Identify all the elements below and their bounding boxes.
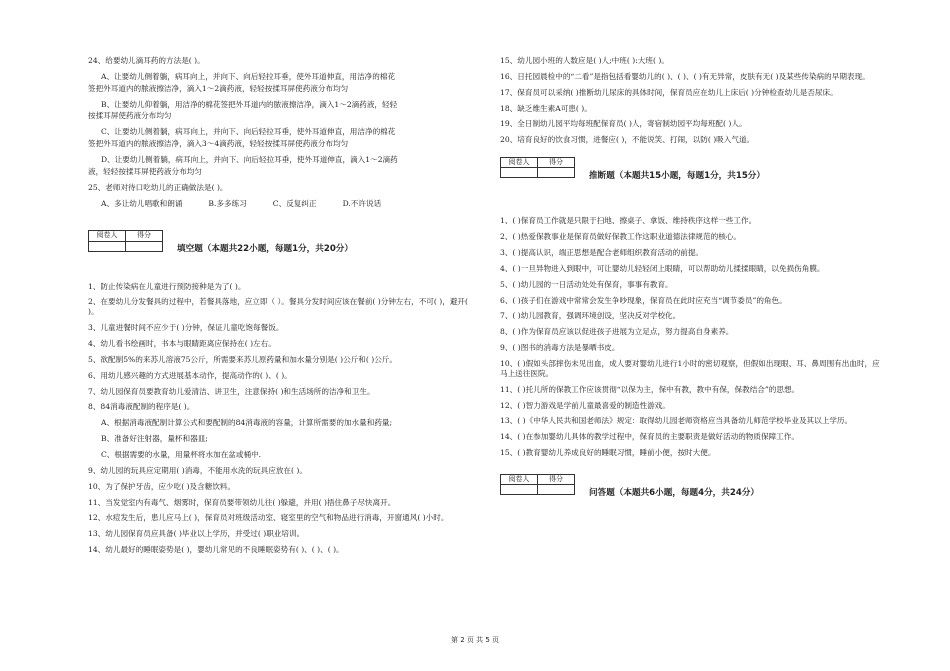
judge-item-4: 4、( )一旦异物进入到眼中，可让婴幼儿轻轻闭上眼睛，可以帮助幼儿揉揉眼睛，以免损伤角膜。 <box>500 263 825 273</box>
grader-label: 阅卷人 <box>89 231 126 241</box>
q24-option-c-line1: C、让要幼儿侧着躺，病耳向上，并向下、向后轻拉耳垂，使外耳道伸直，用洁净的棉花 <box>101 127 396 137</box>
q25-option-b: B.多多练习 <box>208 198 247 208</box>
judge-item-1: 1、( )保育员工作就是只限于扫地、擦桌子、拿饭、维持秩序这样一些工作。 <box>500 216 757 226</box>
fill-item-11: 11、当发觉室内有毒气、烟雾时，保育员要带领幼儿往( )躲避，并用( )捂住鼻子尽快离开。 <box>88 497 396 507</box>
fill-item-4: 4、幼儿看书绘画时，书本与眼睛距离应保持在( )左右。 <box>88 338 276 348</box>
fill-item-8-b: B、准备好注射器，量杯和器皿; <box>101 434 208 444</box>
fill-item-15: 15、幼儿园小班的人数应是( )人;中班( ):大班( )。 <box>500 56 669 65</box>
q25-stem: 25、老师对待口吃幼儿的正确做法是( )。 <box>88 182 228 192</box>
score-cell <box>538 485 575 495</box>
judge-item-9: 9、( )图书的消毒方法是暴晒书皮。 <box>500 343 620 353</box>
judge-item-13: 13、( )《中华人民共和国老师法》规定：取得幼儿园老师资格应当具备幼儿师范学校毕业及其以上学历。 <box>500 416 853 426</box>
fill-item-13: 13、幼儿园保育员应具备( )毕业以上学历，并受过( )职业培训。 <box>88 529 305 539</box>
q24-option-b-line2: 按揉耳屏使药液分布均匀 <box>88 111 172 121</box>
judge-item-3: 3、( )提高认识，端正思想是配合老师组织教育活动的前提。 <box>500 247 704 257</box>
judge-section-title: 推断题（本题共15小题，每题1分，共15分） <box>589 171 765 182</box>
fill-item-12: 12、水痘发生后，患儿应马上( )，保育员对班级活动室、寝室里的空气和物品进行消毒，开窗通风( )小时。 <box>88 513 449 523</box>
q24-option-d-line1: D、让要幼儿侧着躺，病耳向上，并向下、向后轻拉耳垂，使外耳道伸直，滴入1～2滴药 <box>101 155 398 165</box>
right-column <box>500 56 882 498</box>
fill-section-header <box>88 230 470 255</box>
fill-item-2: 2、在要幼儿分发餐具的过程中，若餐具落地，应立即（ ）。餐具分发时间应该在餐前( )分钟左右，不可( )，避开( )。 <box>88 297 468 317</box>
fill-item-19: 19、全日制幼儿园平均每班配保育员( )人，寄宿制幼园平均每班配( )人。 <box>500 119 747 129</box>
judge-item-12: 12、( )智力游戏是学前儿童最喜爱的制造性游戏。 <box>500 400 670 410</box>
qa-section-header <box>500 474 882 498</box>
judge-item-5: 5、( )幼儿园的一日活动处处有保育，事事有教育。 <box>500 279 673 289</box>
grader-box <box>500 474 575 495</box>
grader-box <box>500 157 575 178</box>
fill-item-8: 8、84消毒液配制的程序是( )。 <box>88 402 195 412</box>
fill-item-17: 17、保育员可以采纳( )推断幼儿尿床的具体时间，保育员应在幼儿上床后( )分钟检查幼儿是否尿床。 <box>500 87 838 97</box>
fill-item-18: 18、缺乏维生素A可患( )。 <box>500 103 592 113</box>
fill-item-3: 3、儿童进餐时间不应少于( )分钟，保证儿童吃饱每餐饭。 <box>88 323 284 333</box>
score-label: 得分 <box>538 475 575 485</box>
score-label: 得分 <box>126 231 163 241</box>
grader-box <box>88 230 163 251</box>
q24-option-a-line1: A、让要幼儿侧着躺，病耳向上，并向下、向后轻拉耳垂，使外耳道伸直，用洁净的棉花 <box>101 71 396 81</box>
fill-item-8-c: C、根据需要的水量，用量杯将水加在盆或桶中. <box>101 450 262 459</box>
q24-option-c-line2: 签把外耳道内的脓液擦洁净，滴入3～4滴药液，轻轻按揉耳屏使药液分布均匀 <box>88 139 349 149</box>
fill-section-title: 填空题（本题共22小题，每题1分，共20分） <box>177 244 353 255</box>
judge-item-6: 6、( )孩子们在游戏中常常会发生争吵现象，保育员在此时应充当“调节委员”的角色。 <box>500 295 787 305</box>
grader-cell <box>501 485 538 495</box>
q25-option-c: C、反复纠正 <box>272 198 317 208</box>
score-cell <box>538 168 575 178</box>
judge-section-header <box>500 157 882 182</box>
q25-option-d: D.不许说话 <box>342 198 382 208</box>
judge-item-14: 14、( )在参加婴幼儿具体的教学过程中，保育员的主要职责是做好活动的物质保障工作。 <box>500 432 799 442</box>
judge-item-2: 2、( )热爱保教事业是保育员做好保教工作这职业道德法律规范的核心。 <box>500 232 741 242</box>
left-column <box>88 56 470 561</box>
page-footer: 第 2 页 共 5 页 <box>450 636 500 644</box>
fill-item-8-a: A、根据消毒液配制计算公式和要配制的84消毒液的容量，计算所需要的加水量和药量; <box>101 418 393 428</box>
fill-item-10: 10、为了保护牙齿，应少吃( )及含糖饮料。 <box>88 481 236 491</box>
fill-item-9: 9、幼儿园的玩具应定期用( )消毒，不能用水洗的玩具应放在( )。 <box>88 465 307 475</box>
grader-cell <box>89 241 126 251</box>
q24-option-d-line2: 液，轻轻按揉耳屏使药液分布均匀 <box>88 166 202 176</box>
qa-section-title: 问答题（本题共6小题，每题4分，共24分） <box>589 487 760 498</box>
grader-cell <box>501 168 538 178</box>
score-cell <box>126 241 163 251</box>
fill-item-7: 7、幼儿园保育员要教育幼儿爱清洁、讲卫生，注意保持( )和生活场所的洁净和卫生。 <box>88 386 375 396</box>
fill-item-6: 6、用幼儿感兴趣的方式进展基本动作，提高动作的( )、( )。 <box>88 370 292 380</box>
q25-option-a: A、多让幼儿唱歌和朗诵 <box>101 198 183 208</box>
judge-item-8: 8、( )作为保育员应该以促进孩子进展为立足点，努力提高自身素养。 <box>500 327 734 337</box>
judge-item-7: 7、( )幼儿园教育，强调环境创设，坚决反对学校化。 <box>500 311 681 321</box>
grader-label: 阅卷人 <box>501 475 538 485</box>
q25-options <box>88 199 470 209</box>
grader-label: 阅卷人 <box>501 158 538 168</box>
q24-option-a-line2: 签把外耳道内的脓液擦洁净，滴入1～2滴药液，轻轻按揉耳屏使药液分布均匀 <box>88 83 349 93</box>
fill-item-5: 5、欲配制5%的来苏儿溶液75公斤，所需要来苏儿原药量和加水量分别是( )公斤和( )公斤。 <box>88 354 397 364</box>
q24-stem: 24、给要幼儿滴耳药的方法是( )。 <box>88 56 205 65</box>
fill-item-16: 16、日托园晨检中的“二看”是指包括看婴幼儿的( )、( )、( )有无异常，皮肤有无( )及某些传染病的早期表现。 <box>500 71 870 81</box>
judge-item-11: 11、( )托儿所的保教工作应该贯彻“以保为主，保中有教，教中有保，保教结合”的思想。 <box>500 384 800 394</box>
fill-item-20: 20、培育良好的饮食习惯，进餐应( )，不能说笑、打闹，以防( )吸入气道。 <box>500 135 755 145</box>
judge-item-15: 15、( )教育婴幼儿养成良好的睡眠习惯，睡前小便，按时大便。 <box>500 448 716 458</box>
q24-option-b-line1: B、让要幼儿仰着躺，用洁净的棉花签把外耳道内的脓液擦洁净，滴入1～2滴药液，轻轻 <box>101 99 398 109</box>
judge-item-10: 10、( )假如头部摔伤未见出血，成人要对婴幼儿进行1小时的密切观察，但假如出现眼、耳、鼻周围有出血时，应马上送往医院。 <box>500 358 880 378</box>
score-label: 得分 <box>538 158 575 168</box>
fill-item-1: 1、防止传染病在儿童进行预防接种是为了( )。 <box>88 281 246 291</box>
fill-item-14: 14、幼儿最好的睡眠姿势是( )，婴幼儿常见的不良睡眠姿势有( )、( )、( )。 <box>88 545 344 555</box>
